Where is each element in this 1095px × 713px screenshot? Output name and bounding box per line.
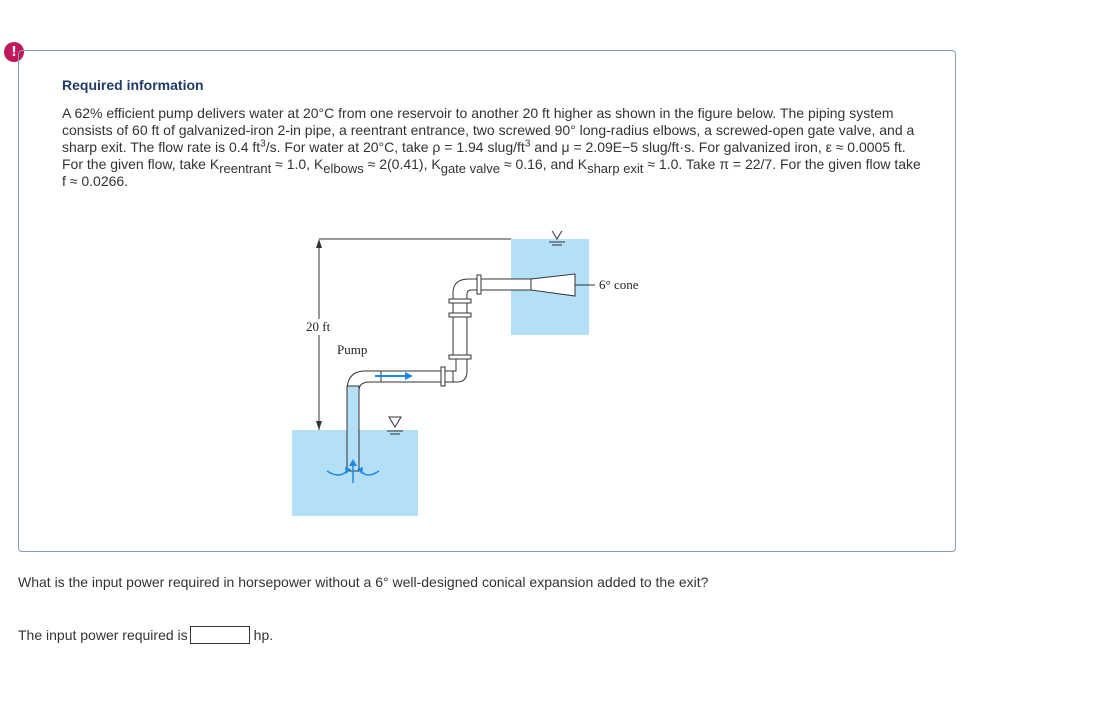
pump-system-figure bbox=[289, 231, 689, 531]
upper-pipe bbox=[481, 279, 531, 290]
required-info-title: Required information bbox=[62, 77, 204, 93]
question-text: What is the input power required in horsepower without a 6° well-designed conical expansion added to the exit? bbox=[18, 574, 709, 590]
vertical-riser bbox=[453, 317, 467, 355]
alert-icon: ! bbox=[4, 42, 24, 62]
answer-input[interactable] bbox=[190, 626, 250, 644]
height-label: 20 ft bbox=[306, 319, 331, 334]
problem-statement: A 62% efficient pump delivers water at 20°C from one reservoir to another 20 ft higher as shown in the figure below. The piping system consists of 60 ft of galvanized-iron 2-in pipe, a reentrant entrance, two screwed 90° long-radius elbows, a screwed-open gate valve, and a sharp exit. The flow rate is 0.4 $ft^3/s$. For water at 20°C, take ρ = 1.94 slug/$ft^3$ and μ = 2.09E−5 slug/ft·s. For galvanized iron, ε ≈ 0.0005 ft. For the given flow, take $K_{reentrant} \approx 1.0$, $K_{elbows} \approx 2(0.41)$, $K_{gate valve} \approx 0.16$, and $K_{sharp exit} \approx 1.0$. Take π = 22/7. For the given flow take f ≈ 0.0266. bbox=[62, 105, 921, 189]
upper-elbow bbox=[453, 279, 477, 299]
lower-water-level-icon bbox=[387, 417, 403, 434]
answer-prefix: The input power required is bbox=[18, 627, 188, 643]
lower-elbow bbox=[453, 359, 467, 382]
cone-label: 6° cone bbox=[599, 277, 639, 292]
answer-unit: hp. bbox=[253, 627, 274, 643]
required-info-panel bbox=[18, 50, 956, 552]
pump-label: Pump bbox=[337, 342, 368, 357]
answer-row bbox=[18, 626, 273, 644]
